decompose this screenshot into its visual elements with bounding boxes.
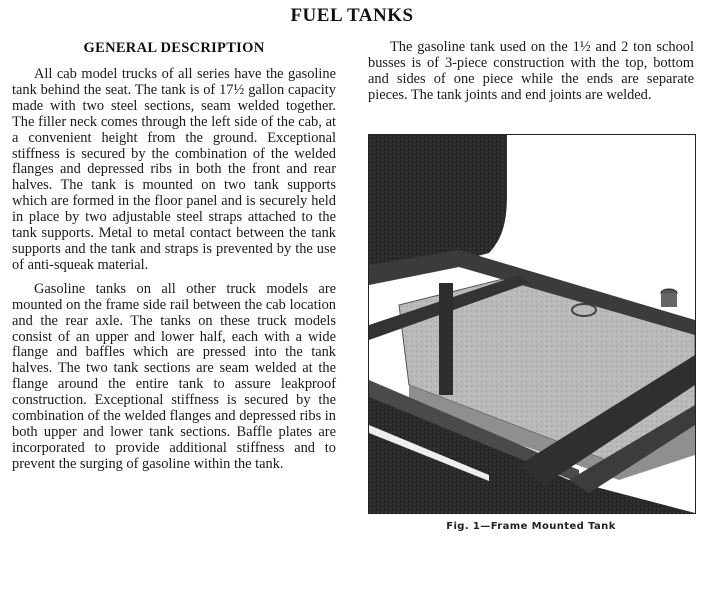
page-title: FUEL TANKS — [290, 5, 414, 26]
section-heading: GENERAL DESCRIPTION — [83, 40, 265, 56]
figure-caption: Fig. 1—Frame Mounted Tank — [446, 521, 616, 532]
paragraph-frame-mounted-tanks: Gasoline tanks on all other truck models are mounted on the frame side rail between the cab location and the rear axle. The tanks on these truck models consist of an upper and lower half, each with a wide flange and baffles which are pressed into the tank halves. The two tank sections are seam welded at the flange around the entire tank to assure leakproof construction. Exceptional stiffness is secured by the combination of the welded flanges and depressed ribs in both upper and lower tank sections. Baffle plates are incorporated to provide additional stiffness and to prevent the surging of gasoline within the tank. — [12, 280, 336, 472]
paragraph-cab-model-tanks: All cab model trucks of all series have the gasoline tank behind the seat. The tank is of 17½ gallon capacity made with two steel sections, seam welded together. The filler neck comes through the left side of the cab, at a convenient height from the ground. Exceptional stiffness is secured by the combination of the welded flanges and depressed ribs in both the front and rear halves. The tank is mounted on two tank supports which are formed in the floor panel and is securely held in place by two adjustable steel straps attached to the tank supports. Metal to metal contact between the tank supports and the tank and straps is prevented by the use of anti-squeak material. — [12, 66, 336, 273]
paragraph-school-bus-tank: The gasoline tank used on the 1½ and 2 ton school busses is of 3-piece construction with the top, bottom and sides of one piece while the ends are separate pieces. The tank joints and end joints are welded. — [368, 39, 694, 103]
frame-strap-middle — [439, 283, 453, 395]
figure-frame-mounted-tank-photo — [368, 134, 696, 514]
tank-photo-illustration — [369, 135, 695, 513]
left-column — [12, 40, 336, 481]
right-column — [368, 40, 694, 112]
